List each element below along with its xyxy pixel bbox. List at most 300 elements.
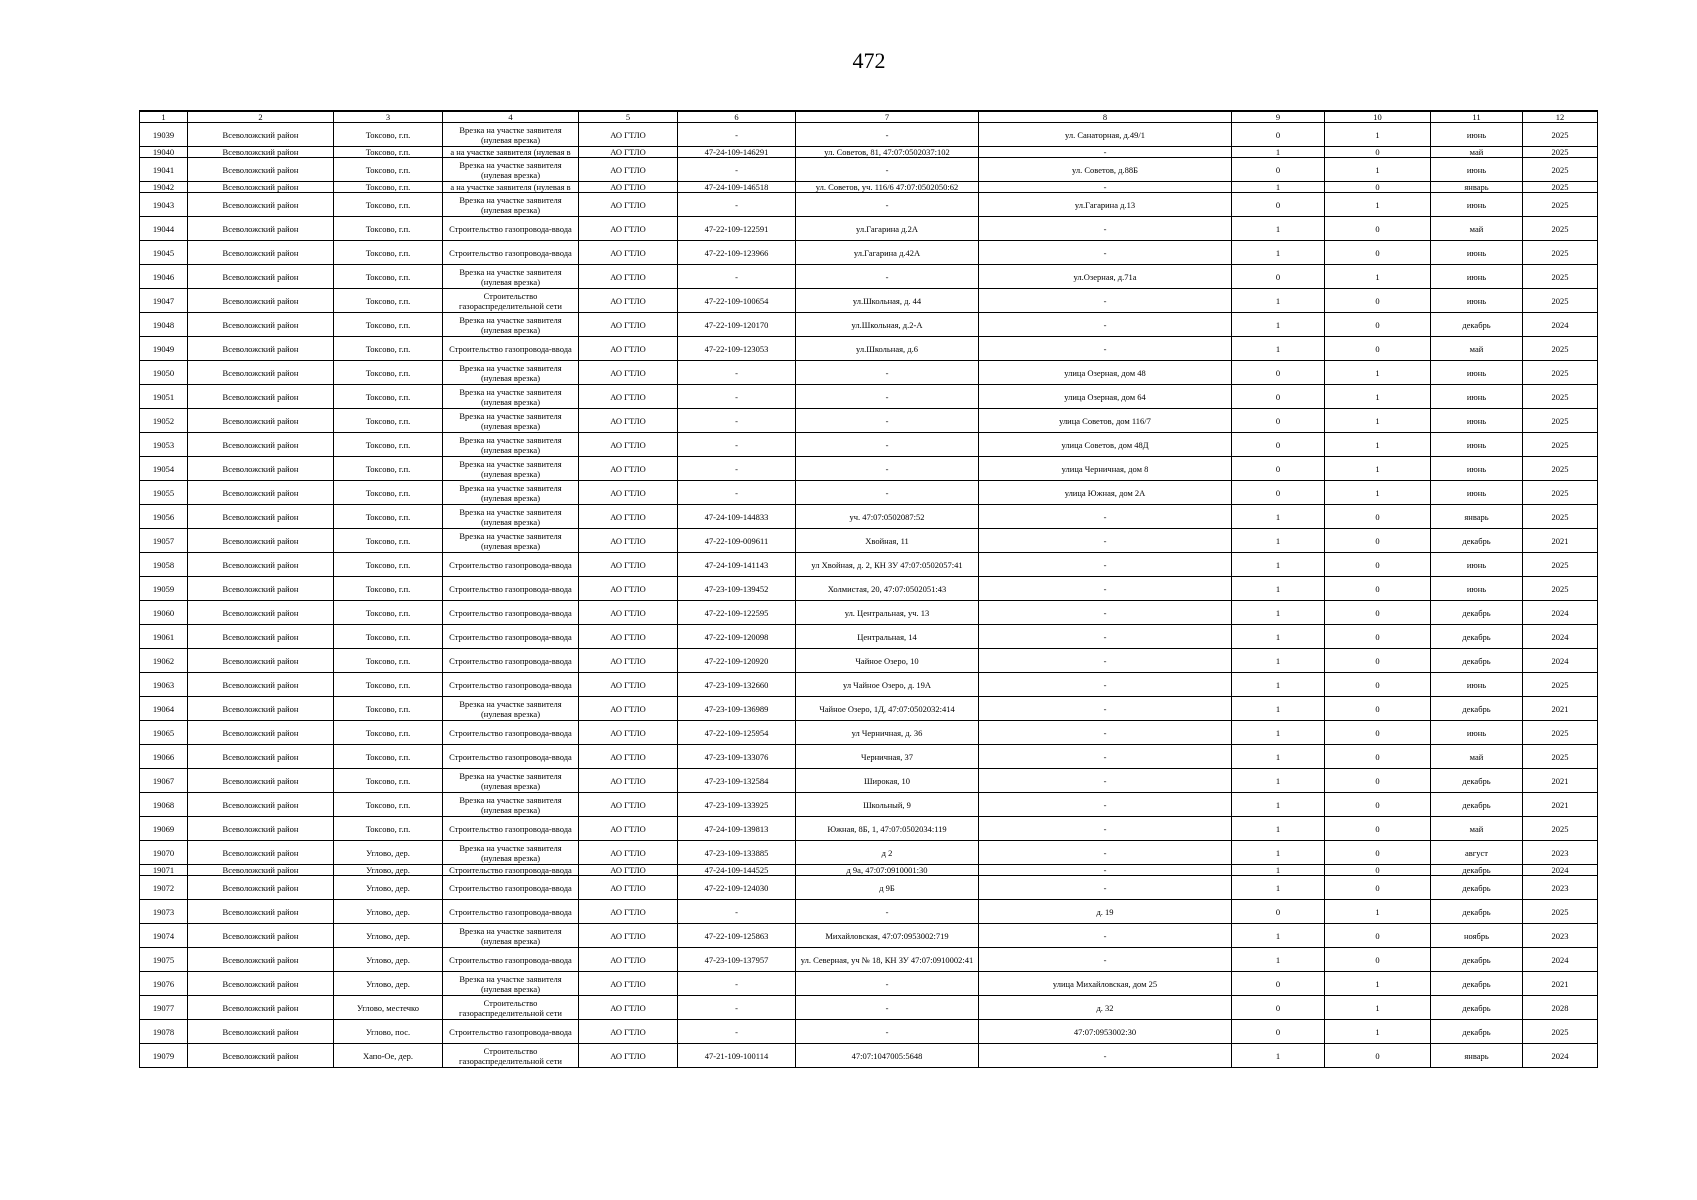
table-cell: -: [678, 385, 796, 409]
table-cell: январь: [1431, 505, 1523, 529]
table-cell: декабрь: [1431, 601, 1523, 625]
table-cell: ул. Советов, уч. 116/6 47:07:0502050:62: [796, 182, 979, 193]
table-cell: АО ГТЛО: [579, 673, 678, 697]
table-cell: 47-23-109-133885: [678, 841, 796, 865]
table-cell: 19046: [140, 265, 188, 289]
table-row: [140, 217, 1598, 241]
table-row: [140, 900, 1598, 924]
table-cell: 0: [1325, 745, 1431, 769]
table-cell: Строительство газопровода-ввода: [443, 745, 579, 769]
table-cell: -: [796, 158, 979, 182]
table-cell: ул.Озерная, д.71а: [979, 265, 1232, 289]
table-cell: Врезка на участке заявителя (нулевая врезка): [443, 361, 579, 385]
table-cell: Всеволожский район: [188, 769, 334, 793]
table-cell: ул.Школьная, д. 44: [796, 289, 979, 313]
table-cell: АО ГТЛО: [579, 948, 678, 972]
table-cell: 2025: [1523, 147, 1598, 158]
table-cell: 19065: [140, 721, 188, 745]
page-number: 472: [852, 48, 886, 73]
table-cell: -: [979, 337, 1232, 361]
table-cell: -: [678, 193, 796, 217]
table-cell: 0: [1232, 158, 1325, 182]
table-cell: 0: [1325, 673, 1431, 697]
table-cell: Углово, дер.: [334, 841, 443, 865]
table-cell: 19045: [140, 241, 188, 265]
table-cell: ул Черничная, д. 36: [796, 721, 979, 745]
table-cell: май: [1431, 337, 1523, 361]
table-row: [140, 721, 1598, 745]
table-cell: -: [796, 265, 979, 289]
table-cell: Углово, пос.: [334, 1020, 443, 1044]
table-cell: январь: [1431, 1044, 1523, 1068]
table-cell: улица Озерная, дом 64: [979, 385, 1232, 409]
table-cell: -: [796, 972, 979, 996]
table-cell: 2021: [1523, 793, 1598, 817]
table-row: [140, 158, 1598, 182]
table-cell: 1: [1232, 601, 1325, 625]
table-cell: Строительство газопровода-ввода: [443, 865, 579, 876]
table-cell: Строительство газораспределительной сети: [443, 1044, 579, 1068]
table-cell: улица Михайловская, дом 25: [979, 972, 1232, 996]
table-cell: 19049: [140, 337, 188, 361]
table-cell: 1: [1232, 924, 1325, 948]
table-row: [140, 865, 1598, 876]
table-row: [140, 193, 1598, 217]
table-cell: 1: [1232, 865, 1325, 876]
table-cell: 0: [1232, 385, 1325, 409]
table-cell: Углово, дер.: [334, 924, 443, 948]
table-cell: -: [979, 241, 1232, 265]
table-cell: 47:07:0953002:30: [979, 1020, 1232, 1044]
table-cell: Строительство газопровода-ввода: [443, 217, 579, 241]
table-cell: -: [678, 972, 796, 996]
table-cell: декабрь: [1431, 865, 1523, 876]
table-cell: 19057: [140, 529, 188, 553]
table-row: [140, 625, 1598, 649]
table-cell: 2025: [1523, 182, 1598, 193]
table-cell: 19058: [140, 553, 188, 577]
table-cell: 19067: [140, 769, 188, 793]
table-cell: 2025: [1523, 337, 1598, 361]
table-cell: 1: [1232, 769, 1325, 793]
table-cell: Всеволожский район: [188, 553, 334, 577]
table-row: [140, 793, 1598, 817]
table-row: [140, 948, 1598, 972]
table-row: [140, 1044, 1598, 1068]
table-cell: АО ГТЛО: [579, 457, 678, 481]
table-cell: Всеволожский район: [188, 996, 334, 1020]
table-cell: Врезка на участке заявителя (нулевая врезка): [443, 433, 579, 457]
table-cell: д 9а, 47:07:0910001:30: [796, 865, 979, 876]
table-cell: 19077: [140, 996, 188, 1020]
table-row: [140, 529, 1598, 553]
table-cell: Врезка на участке заявителя (нулевая врезка): [443, 385, 579, 409]
table-cell: 0: [1325, 577, 1431, 601]
table-row: [140, 649, 1598, 673]
column-header: 6: [678, 111, 796, 123]
table-cell: АО ГТЛО: [579, 123, 678, 147]
table-cell: Михайловская, 47:07:0953002:719: [796, 924, 979, 948]
table-cell: Токсово, г.п.: [334, 649, 443, 673]
table-cell: Всеволожский район: [188, 409, 334, 433]
table-cell: ул. Советов, 81, 47:07:0502037:102: [796, 147, 979, 158]
table-row: [140, 265, 1598, 289]
table-cell: 2021: [1523, 769, 1598, 793]
table-cell: -: [796, 900, 979, 924]
table-cell: -: [979, 147, 1232, 158]
table-cell: Токсово, г.п.: [334, 265, 443, 289]
table-cell: Токсово, г.п.: [334, 457, 443, 481]
table-cell: 47-22-109-122595: [678, 601, 796, 625]
table-cell: -: [796, 385, 979, 409]
table-cell: 2025: [1523, 745, 1598, 769]
table-cell: 19068: [140, 793, 188, 817]
table-cell: 2023: [1523, 841, 1598, 865]
table-cell: 47-22-109-123053: [678, 337, 796, 361]
table-cell: июнь: [1431, 457, 1523, 481]
table-row: [140, 337, 1598, 361]
table-cell: АО ГТЛО: [579, 193, 678, 217]
table-cell: декабрь: [1431, 948, 1523, 972]
table-cell: Токсово, г.п.: [334, 123, 443, 147]
table-cell: 2025: [1523, 385, 1598, 409]
table-cell: 2024: [1523, 865, 1598, 876]
table-cell: ул. Центральная, уч. 13: [796, 601, 979, 625]
table-row: [140, 1020, 1598, 1044]
table-cell: Строительство газораспределительной сети: [443, 996, 579, 1020]
table-cell: декабрь: [1431, 876, 1523, 900]
table-cell: 1: [1325, 1020, 1431, 1044]
table-cell: декабрь: [1431, 972, 1523, 996]
table-cell: -: [796, 409, 979, 433]
table-cell: 0: [1232, 123, 1325, 147]
table-cell: 47-24-109-146291: [678, 147, 796, 158]
table-cell: 19059: [140, 577, 188, 601]
table-cell: июнь: [1431, 553, 1523, 577]
table-cell: -: [979, 841, 1232, 865]
table-cell: АО ГТЛО: [579, 433, 678, 457]
table-cell: -: [796, 481, 979, 505]
table-row: [140, 123, 1598, 147]
table-cell: 1: [1325, 900, 1431, 924]
table-cell: 1: [1325, 123, 1431, 147]
table-cell: Всеволожский район: [188, 361, 334, 385]
table-cell: Всеволожский район: [188, 1020, 334, 1044]
table-cell: 0: [1232, 481, 1325, 505]
table-cell: Токсово, г.п.: [334, 337, 443, 361]
table-cell: 47-23-109-137957: [678, 948, 796, 972]
table-cell: 19072: [140, 876, 188, 900]
table-cell: -: [979, 505, 1232, 529]
table-cell: Всеволожский район: [188, 505, 334, 529]
table-cell: 1: [1325, 972, 1431, 996]
table-cell: декабрь: [1431, 769, 1523, 793]
table-cell: Углово, дер.: [334, 876, 443, 900]
table-row: [140, 996, 1598, 1020]
table-cell: Врезка на участке заявителя (нулевая врезка): [443, 158, 579, 182]
table-cell: ул.Гагарина д.2А: [796, 217, 979, 241]
table-cell: Всеволожский район: [188, 313, 334, 337]
table-cell: а на участке заявителя (нулевая в: [443, 182, 579, 193]
column-header: 11: [1431, 111, 1523, 123]
table-cell: 2025: [1523, 673, 1598, 697]
table-cell: 1: [1232, 745, 1325, 769]
table-cell: 0: [1232, 193, 1325, 217]
table-row: [140, 841, 1598, 865]
table-cell: д. 19: [979, 900, 1232, 924]
table-cell: улица Советов, дом 116/7: [979, 409, 1232, 433]
table-cell: 2025: [1523, 457, 1598, 481]
table-cell: АО ГТЛО: [579, 553, 678, 577]
table-cell: 1: [1325, 361, 1431, 385]
table-cell: Врезка на участке заявителя (нулевая врезка): [443, 409, 579, 433]
table-cell: Всеволожский район: [188, 193, 334, 217]
table-cell: 47-22-109-123966: [678, 241, 796, 265]
table-cell: Углово, дер.: [334, 972, 443, 996]
table-cell: 1: [1232, 217, 1325, 241]
table-cell: 1: [1232, 1044, 1325, 1068]
table-cell: Углово, дер.: [334, 948, 443, 972]
table-cell: 1: [1325, 996, 1431, 1020]
table-cell: Токсово, г.п.: [334, 361, 443, 385]
table-cell: 0: [1325, 147, 1431, 158]
table-cell: АО ГТЛО: [579, 529, 678, 553]
table-cell: Врезка на участке заявителя (нулевая врезка): [443, 313, 579, 337]
table-cell: Всеволожский район: [188, 433, 334, 457]
table-cell: АО ГТЛО: [579, 972, 678, 996]
table-cell: Строительство газопровода-ввода: [443, 673, 579, 697]
table-cell: АО ГТЛО: [579, 601, 678, 625]
table-cell: июнь: [1431, 193, 1523, 217]
table-cell: 47-22-109-124030: [678, 876, 796, 900]
table-cell: -: [979, 721, 1232, 745]
column-header: 4: [443, 111, 579, 123]
table-cell: Токсово, г.п.: [334, 505, 443, 529]
table-cell: 19078: [140, 1020, 188, 1044]
table-cell: июнь: [1431, 577, 1523, 601]
table-cell: -: [979, 529, 1232, 553]
table-cell: Врезка на участке заявителя (нулевая врезка): [443, 481, 579, 505]
table-cell: декабрь: [1431, 900, 1523, 924]
table-cell: Врезка на участке заявителя (нулевая врезка): [443, 265, 579, 289]
table-cell: 47-23-109-132660: [678, 673, 796, 697]
table-row: [140, 505, 1598, 529]
table-cell: 0: [1325, 841, 1431, 865]
table-cell: Токсово, г.п.: [334, 577, 443, 601]
table-cell: Всеволожский район: [188, 649, 334, 673]
table-row: [140, 409, 1598, 433]
table-cell: -: [979, 817, 1232, 841]
table-cell: 1: [1325, 433, 1431, 457]
table-cell: АО ГТЛО: [579, 625, 678, 649]
table-cell: Токсово, г.п.: [334, 553, 443, 577]
table-cell: Токсово, г.п.: [334, 158, 443, 182]
table-cell: Углово, дер.: [334, 900, 443, 924]
table-cell: 19062: [140, 649, 188, 673]
table-cell: Строительство газопровода-ввода: [443, 577, 579, 601]
table-cell: 1: [1232, 649, 1325, 673]
table-cell: 0: [1232, 433, 1325, 457]
table-cell: Всеволожский район: [188, 481, 334, 505]
table-cell: АО ГТЛО: [579, 769, 678, 793]
table-cell: Хапо-Ое, дер.: [334, 1044, 443, 1068]
table-cell: Центральная, 14: [796, 625, 979, 649]
table-cell: -: [979, 876, 1232, 900]
table-cell: Чайное Озеро, 10: [796, 649, 979, 673]
table-cell: 47-22-109-120920: [678, 649, 796, 673]
table-cell: 1: [1325, 265, 1431, 289]
table-cell: 1: [1232, 697, 1325, 721]
table-cell: -: [979, 577, 1232, 601]
column-header: 3: [334, 111, 443, 123]
table-cell: -: [979, 673, 1232, 697]
table-cell: Токсово, г.п.: [334, 601, 443, 625]
table-cell: 1: [1232, 948, 1325, 972]
table-cell: 47-24-109-141143: [678, 553, 796, 577]
table-cell: 19039: [140, 123, 188, 147]
table-cell: -: [979, 948, 1232, 972]
table-cell: 0: [1325, 313, 1431, 337]
table-cell: 2025: [1523, 265, 1598, 289]
table-cell: 1: [1232, 147, 1325, 158]
table-cell: 2021: [1523, 697, 1598, 721]
table-cell: Всеволожский район: [188, 972, 334, 996]
table-cell: август: [1431, 841, 1523, 865]
table-cell: АО ГТЛО: [579, 265, 678, 289]
table-cell: 47-23-109-139452: [678, 577, 796, 601]
table-row: [140, 817, 1598, 841]
table-cell: июнь: [1431, 123, 1523, 147]
table-cell: 2025: [1523, 289, 1598, 313]
table-cell: АО ГТЛО: [579, 182, 678, 193]
table-cell: АО ГТЛО: [579, 361, 678, 385]
table-cell: Хвойная, 11: [796, 529, 979, 553]
table-cell: Токсово, г.п.: [334, 409, 443, 433]
table-cell: июнь: [1431, 409, 1523, 433]
table-cell: Строительство газопровода-ввода: [443, 817, 579, 841]
table-cell: Всеволожский район: [188, 337, 334, 361]
table-cell: 1: [1232, 553, 1325, 577]
table-cell: Всеволожский район: [188, 900, 334, 924]
table-cell: июнь: [1431, 158, 1523, 182]
table-cell: Черничная, 37: [796, 745, 979, 769]
table-cell: АО ГТЛО: [579, 1020, 678, 1044]
table-cell: 2028: [1523, 996, 1598, 1020]
table-row: [140, 457, 1598, 481]
table-cell: Врезка на участке заявителя (нулевая врезка): [443, 193, 579, 217]
table-cell: 0: [1232, 1020, 1325, 1044]
table-cell: 0: [1325, 769, 1431, 793]
table-cell: 19056: [140, 505, 188, 529]
table-cell: июнь: [1431, 289, 1523, 313]
table-cell: 19063: [140, 673, 188, 697]
table-cell: Всеволожский район: [188, 841, 334, 865]
table-cell: ул.Школьная, д.2-А: [796, 313, 979, 337]
table-cell: Строительство газопровода-ввода: [443, 601, 579, 625]
table-cell: -: [678, 158, 796, 182]
table-cell: 0: [1325, 625, 1431, 649]
table-cell: 0: [1325, 1044, 1431, 1068]
table-row: [140, 361, 1598, 385]
table-cell: Токсово, г.п.: [334, 529, 443, 553]
table-cell: Врезка на участке заявителя (нулевая врезка): [443, 697, 579, 721]
table-cell: АО ГТЛО: [579, 1044, 678, 1068]
table-cell: Всеволожский район: [188, 457, 334, 481]
table-cell: Токсово, г.п.: [334, 817, 443, 841]
table-cell: ул. Санаторная, д.49/1: [979, 123, 1232, 147]
table-cell: 1: [1232, 313, 1325, 337]
table-cell: 19073: [140, 900, 188, 924]
table-cell: 1: [1232, 876, 1325, 900]
table-cell: Врезка на участке заявителя (нулевая врезка): [443, 457, 579, 481]
table-cell: декабрь: [1431, 313, 1523, 337]
table-cell: уч. 47:07:0502087:52: [796, 505, 979, 529]
table-cell: 19044: [140, 217, 188, 241]
table-cell: 0: [1325, 697, 1431, 721]
table-cell: Токсово, г.п.: [334, 793, 443, 817]
table-cell: декабрь: [1431, 996, 1523, 1020]
table-cell: ноябрь: [1431, 924, 1523, 948]
table-row: [140, 876, 1598, 900]
table-cell: 1: [1232, 505, 1325, 529]
table-cell: декабрь: [1431, 649, 1523, 673]
table-cell: Строительство газопровода-ввода: [443, 721, 579, 745]
table-cell: улица Черничная, дом 8: [979, 457, 1232, 481]
table-cell: -: [678, 996, 796, 1020]
table-cell: Токсово, г.п.: [334, 433, 443, 457]
table-cell: Строительство газопровода-ввода: [443, 948, 579, 972]
table-cell: 47-23-109-132584: [678, 769, 796, 793]
table-cell: улица Южная, дом 2А: [979, 481, 1232, 505]
table-row: [140, 553, 1598, 577]
table-cell: Строительство газораспределительной сети: [443, 289, 579, 313]
table-cell: Токсово, г.п.: [334, 313, 443, 337]
table-cell: 0: [1325, 865, 1431, 876]
table-cell: 19066: [140, 745, 188, 769]
table-cell: 47-23-109-133925: [678, 793, 796, 817]
table-cell: 0: [1325, 217, 1431, 241]
table-cell: июнь: [1431, 721, 1523, 745]
table-cell: -: [979, 745, 1232, 769]
table-row: [140, 147, 1598, 158]
table-cell: 1: [1325, 193, 1431, 217]
table-cell: Всеволожский район: [188, 147, 334, 158]
table-cell: Всеволожский район: [188, 265, 334, 289]
table-row: [140, 673, 1598, 697]
table-cell: Холмистая, 20, 47:07:0502051:43: [796, 577, 979, 601]
table-cell: 47-22-109-125863: [678, 924, 796, 948]
table-cell: АО ГТЛО: [579, 158, 678, 182]
table-cell: АО ГТЛО: [579, 289, 678, 313]
table-cell: Врезка на участке заявителя (нулевая врезка): [443, 769, 579, 793]
table-cell: 19050: [140, 361, 188, 385]
table-cell: 1: [1232, 817, 1325, 841]
table-cell: 2021: [1523, 972, 1598, 996]
table-cell: улица Советов, дом 48Д: [979, 433, 1232, 457]
table-cell: 1: [1232, 721, 1325, 745]
table-cell: -: [979, 649, 1232, 673]
table-cell: 2023: [1523, 924, 1598, 948]
table-row: [140, 385, 1598, 409]
table-cell: 47-24-109-144833: [678, 505, 796, 529]
table-cell: Всеволожский район: [188, 924, 334, 948]
table-cell: АО ГТЛО: [579, 900, 678, 924]
table-cell: 47-22-109-120098: [678, 625, 796, 649]
table-cell: -: [979, 793, 1232, 817]
table-cell: -: [796, 457, 979, 481]
table-cell: ул.Гагарина д.42А: [796, 241, 979, 265]
table-cell: 1: [1232, 577, 1325, 601]
